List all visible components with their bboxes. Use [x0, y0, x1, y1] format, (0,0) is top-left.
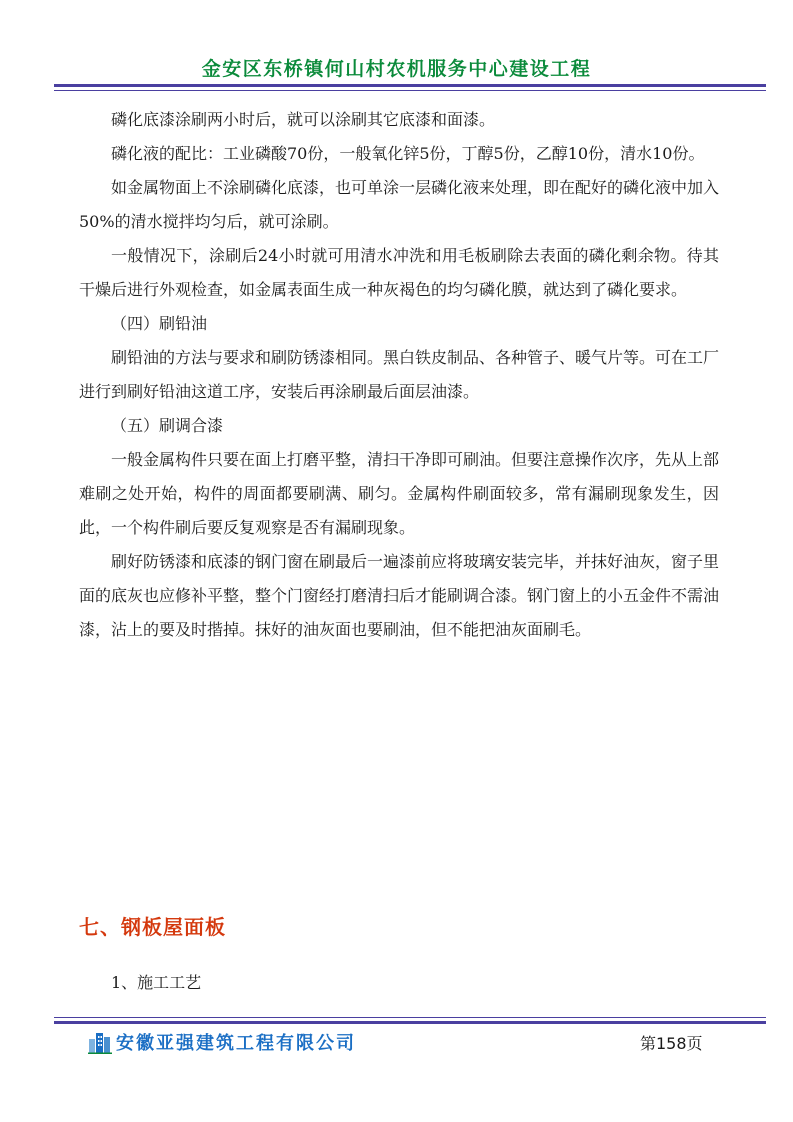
footer-company	[88, 1029, 356, 1055]
company-name: 安徽亚强建筑工程有限公司	[116, 1033, 356, 1054]
paragraph: 磷化液的配比：工业磷酸70份，一般氧化锌5份，丁醇5份，乙醇10份，清水10份。	[111, 144, 705, 163]
header-rule-thin	[54, 90, 766, 91]
subheading: （四）刷铅油	[111, 314, 208, 333]
paragraph: 如金属物面上不涂刷磷化底漆，也可单涂一层磷化液来处理，即在配好的磷化液中加入50%的清水搅拌均匀后，就可涂刷。	[79, 178, 720, 231]
paragraph: 刷好防锈漆和底漆的钢门窗在刷最后一遍漆前应将玻璃安装完毕，并抹好油灰，窗子里面的底灰也应修补平整，整个门窗经打磨清扫后才能刷调合漆。钢门窗上的小五金件不需油漆，沾上的要及时揩掉。抹好的油灰面也要刷油，但不能把油灰面刷毛。	[79, 552, 720, 639]
subheading: （五）刷调合漆	[111, 416, 224, 435]
paragraph: 刷铅油的方法与要求和刷防锈漆相同。黑白铁皮制品、各种管子、暖气片等。可在工厂进行到刷好铅油这道工序，安装后再涂刷最后面层油漆。	[79, 348, 720, 401]
paragraph: 一般金属构件只要在面上打磨平整，清扫干净即可刷油。但要注意操作次序，先从上部难刷之处开始，构件的周面都要刷满、刷匀。金属构件刷面较多，常有漏刷现象发生，因此，一个构件刷后要反复观察是否有漏刷现象。	[79, 450, 720, 537]
paragraph: 一般情况下，涂刷后24小时就可用清水冲洗和用毛板刷除去表面的磷化剩余物。待其干燥后进行外观检查，如金属表面生成一种灰褐色的均匀磷化膜，就达到了磷化要求。	[79, 246, 719, 299]
building-icon	[88, 1030, 112, 1054]
footer-rule-thick	[54, 1021, 766, 1024]
body-content	[79, 103, 719, 647]
footer-rule-thin	[54, 1017, 766, 1018]
section-title: 七、钢板屋面板	[79, 915, 226, 939]
page-number: 第158页	[640, 1034, 703, 1053]
sub-item: 1、施工工艺	[111, 973, 202, 992]
header-rule-thick	[54, 84, 766, 87]
header-title: 金安区东桥镇何山村农机服务中心建设工程	[201, 58, 592, 80]
paragraph: 磷化底漆涂刷两小时后，就可以涂刷其它底漆和面漆。	[111, 110, 496, 129]
